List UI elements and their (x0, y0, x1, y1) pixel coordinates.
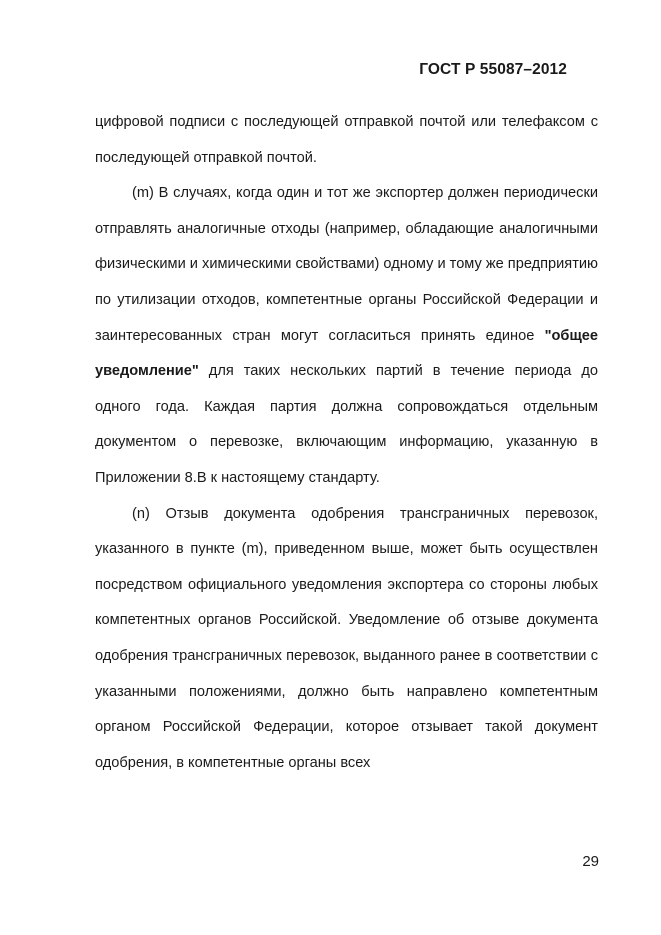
paragraph-m (95, 176, 598, 496)
paragraph-m-part-2: для таких нескольких партий в течение периода до одного года. Каждая партия должна сопровождаться отдельным документом о перевозке, включающим информацию, указанную в Приложении 8.В к настоящему стандарту. (95, 363, 598, 486)
paragraph-m-part-1: (m) В случаях, когда один и тот же экспортер должен периодически отправлять аналогичные отходы (например, обладающие аналогичными физическими и химическими свойствами) одному и тому же предприятию по утилизации отходов, компетентные органы Российской Федерации и заинтересованных стран могут согласиться принять единое (95, 185, 598, 344)
paragraph-continuation: цифровой подписи с последующей отправкой почтой или телефаксом с последующей отправкой почтой. (95, 114, 598, 166)
body-text (95, 105, 598, 781)
paragraph-n: (n) Отзыв документа одобрения трансграничных перевозок, указанного в пункте (m), приведенном выше, может быть осуществлен посредством официального уведомления экспортера со стороны любых компетентных органов Российской. Уведомление об отзыве документа одобрения трансграничных перевозок, выданного ранее в соответствии с указанными положениями, должно быть направлено компетентным органом Российской Федерации, которое отзывает такой документ одобрения, в компетентные органы всех (95, 505, 598, 771)
general-notification-term: "общее уведомление" (95, 327, 598, 380)
document-code-header: ГОСТ Р 55087–2012 (419, 61, 567, 78)
page-number: 29 (582, 853, 599, 870)
